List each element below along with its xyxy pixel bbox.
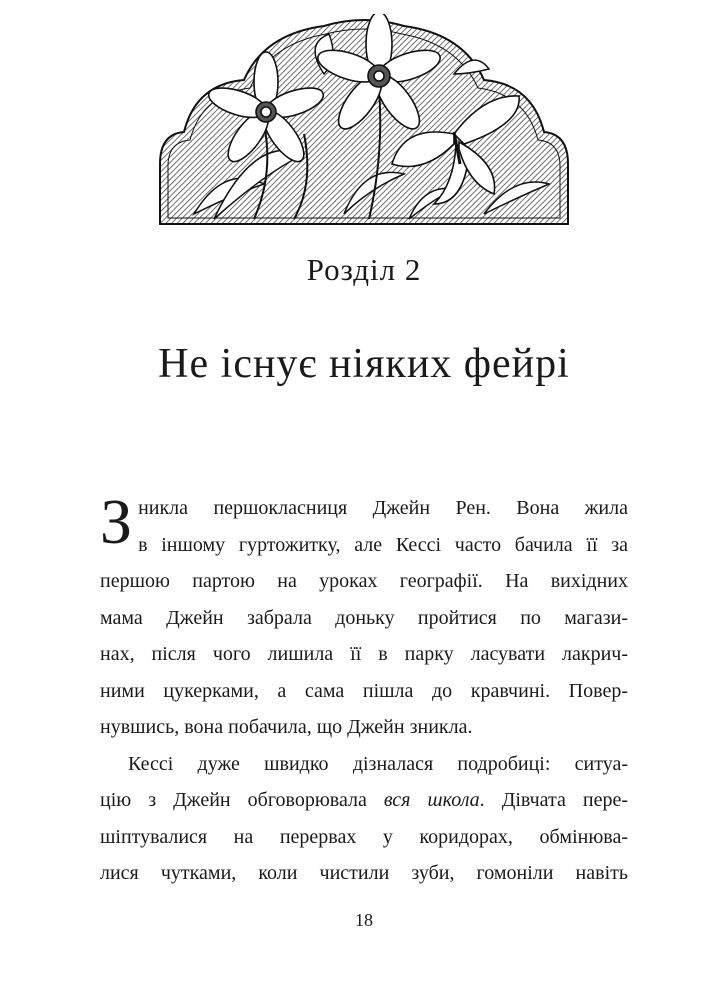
chapter-label: Розділ 2 xyxy=(306,252,422,287)
text-line: шіптувалися на перервах у коридорах, обмінюва- xyxy=(100,825,628,848)
flowers-butterfly-icon xyxy=(154,14,574,232)
text-line: нах, після чого лишила її в парку ласувати лакрич- xyxy=(100,643,628,665)
text-line: в іншому гуртожитку, але Кессі часто бачила її за xyxy=(138,533,628,556)
chapter-title: Не існує ніяких фейрі xyxy=(158,341,570,387)
body-text xyxy=(100,486,628,892)
drop-cap: З xyxy=(100,486,133,557)
text-line: нувшись, вона побачила, що Джейн зникла. xyxy=(100,716,473,738)
emphasis-text: вся школа xyxy=(383,789,480,811)
paragraph-1 xyxy=(100,486,628,746)
paragraph-2 xyxy=(100,746,628,892)
page-number: 18 xyxy=(355,910,373,930)
text-line: ними цукерками, а сама пішла до кравчині. Повер- xyxy=(100,679,628,702)
text-fragment: . Дівчата пере- xyxy=(479,789,628,811)
text-line: мама Джейн забрала доньку пройтися по магази- xyxy=(100,606,628,629)
text-line xyxy=(100,782,628,819)
text-line: лися чутками, коли чистили зуби, гомоніли навіть xyxy=(100,862,628,884)
text-line: першою партою на уроках географії. На вихідних xyxy=(100,570,628,592)
text-fragment: цію з Джейн обговорювала xyxy=(100,789,384,811)
text-line: Кессі дуже швидко дізналася подробиці: ситуа- xyxy=(128,752,628,775)
text-line: никла першокласниця Джейн Рен. Вона жила xyxy=(138,497,628,519)
